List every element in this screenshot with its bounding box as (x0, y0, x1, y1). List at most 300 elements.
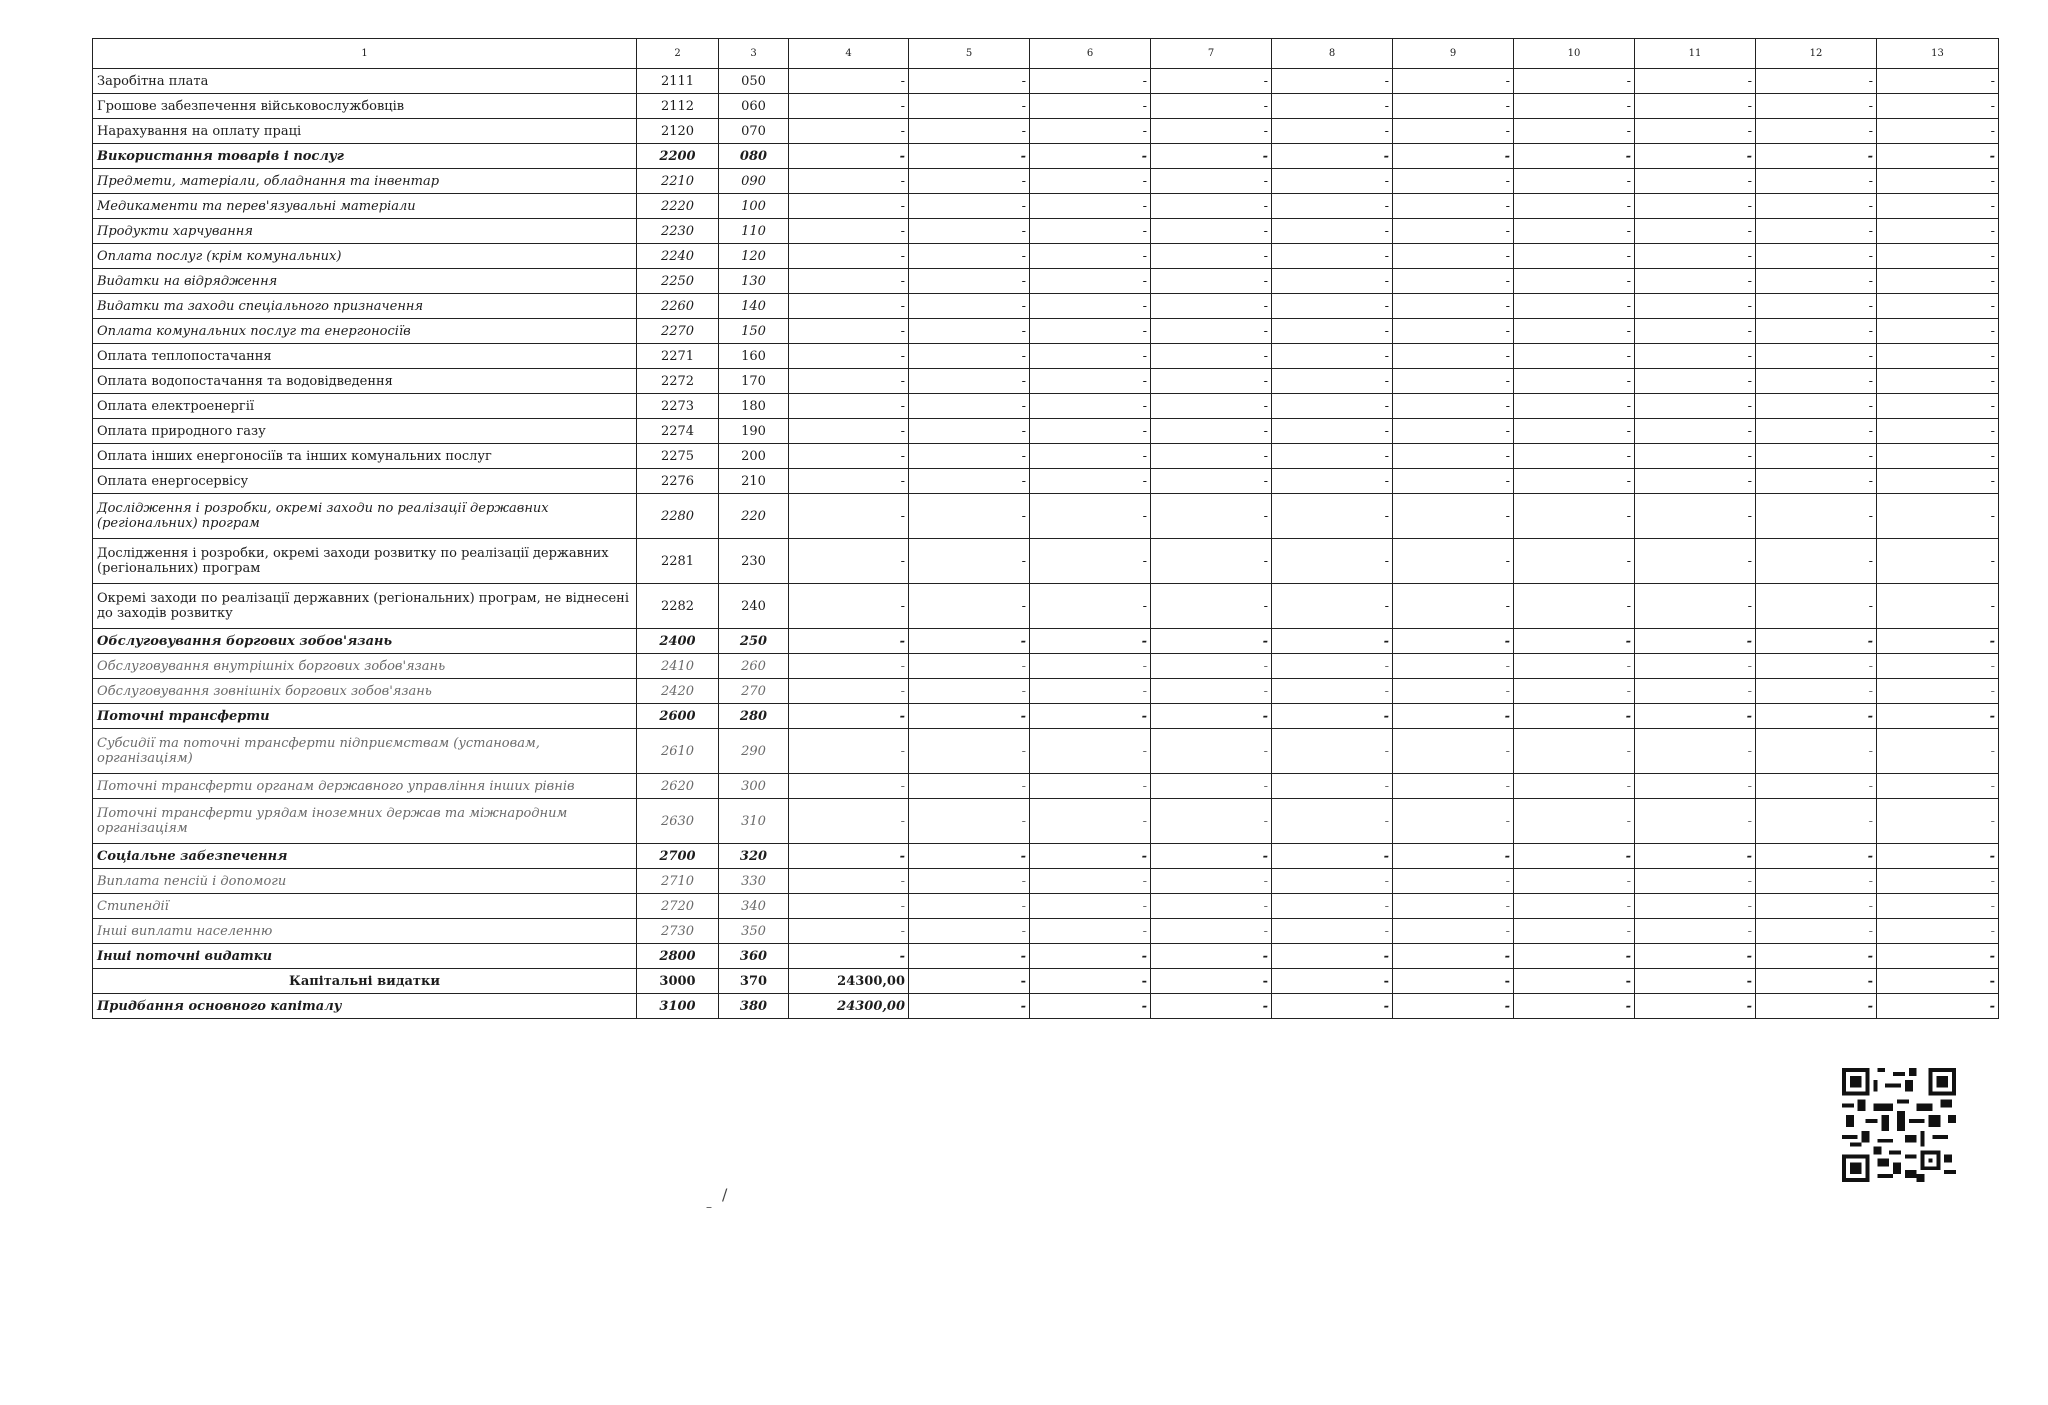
row-code: 2610 (637, 729, 719, 774)
row-line-code: 180 (719, 394, 789, 419)
row-name: Грошове забезпечення військовослужбовців (93, 94, 637, 119)
row-col-6: - (1030, 629, 1151, 654)
table-row (93, 894, 1999, 919)
row-col-11: - (1635, 119, 1756, 144)
row-col-8: - (1272, 869, 1393, 894)
row-col-7: - (1151, 944, 1272, 969)
row-col-4: - (789, 469, 909, 494)
row-col-5: - (909, 444, 1030, 469)
row-col-9: - (1393, 869, 1514, 894)
row-col-7: - (1151, 344, 1272, 369)
row-col-9: - (1393, 584, 1514, 629)
row-col-8: - (1272, 119, 1393, 144)
row-col-13: - (1877, 944, 1999, 969)
row-col-13: - (1877, 219, 1999, 244)
row-col-7: - (1151, 629, 1272, 654)
row-line-code: 240 (719, 584, 789, 629)
header-col-12: 12 (1756, 39, 1877, 69)
row-col-12: - (1756, 799, 1877, 844)
row-col-5: - (909, 169, 1030, 194)
row-col-10: - (1514, 344, 1635, 369)
row-col-5: - (909, 869, 1030, 894)
row-col-6: - (1030, 319, 1151, 344)
row-col-4: - (789, 69, 909, 94)
row-col-10: - (1514, 919, 1635, 944)
row-col-10: - (1514, 219, 1635, 244)
row-col-12: - (1756, 69, 1877, 94)
row-col-12: - (1756, 584, 1877, 629)
row-col-6: - (1030, 369, 1151, 394)
row-col-6: - (1030, 444, 1151, 469)
row-col-11: - (1635, 774, 1756, 799)
row-col-5: - (909, 994, 1030, 1019)
row-col-13: - (1877, 269, 1999, 294)
row-col-5: - (909, 969, 1030, 994)
row-col-7: - (1151, 584, 1272, 629)
row-col-9: - (1393, 294, 1514, 319)
row-code: 2112 (637, 94, 719, 119)
row-line-code: 350 (719, 919, 789, 944)
row-col-13: - (1877, 69, 1999, 94)
row-col-4: - (789, 654, 909, 679)
row-col-11: - (1635, 344, 1756, 369)
row-col-7: - (1151, 704, 1272, 729)
table-row (93, 319, 1999, 344)
row-col-8: - (1272, 319, 1393, 344)
header-col-5: 5 (909, 39, 1030, 69)
row-col-13: - (1877, 494, 1999, 539)
row-col-6: - (1030, 869, 1151, 894)
table-row (93, 444, 1999, 469)
row-code: 2260 (637, 294, 719, 319)
row-col-11: - (1635, 729, 1756, 774)
row-col-8: - (1272, 294, 1393, 319)
row-line-code: 250 (719, 629, 789, 654)
row-col-4: - (789, 344, 909, 369)
row-col-9: - (1393, 654, 1514, 679)
expenditure-table (92, 38, 1999, 1019)
row-col-5: - (909, 894, 1030, 919)
row-col-13: - (1877, 169, 1999, 194)
row-col-7: - (1151, 369, 1272, 394)
row-col-13: - (1877, 394, 1999, 419)
row-col-13: - (1877, 369, 1999, 394)
row-col-12: - (1756, 219, 1877, 244)
row-col-9: - (1393, 494, 1514, 539)
table-row (93, 539, 1999, 584)
row-col-5: - (909, 774, 1030, 799)
row-name: Заробітна плата (93, 69, 637, 94)
row-code: 2282 (637, 584, 719, 629)
row-line-code: 310 (719, 799, 789, 844)
row-col-9: - (1393, 344, 1514, 369)
header-col-13: 13 (1877, 39, 1999, 69)
row-col-10: - (1514, 729, 1635, 774)
row-col-8: - (1272, 629, 1393, 654)
row-col-12: - (1756, 469, 1877, 494)
row-col-9: - (1393, 844, 1514, 869)
row-col-8: - (1272, 169, 1393, 194)
row-col-7: - (1151, 269, 1272, 294)
row-name: Дослідження і розробки, окремі заходи розвитку по реалізації державних (регіональних) програм (93, 539, 637, 584)
row-code: 2700 (637, 844, 719, 869)
row-col-7: - (1151, 729, 1272, 774)
row-col-4: - (789, 369, 909, 394)
table-row (93, 269, 1999, 294)
row-col-10: - (1514, 969, 1635, 994)
row-name: Поточні трансферти (93, 704, 637, 729)
row-name: Видатки та заходи спеціального призначення (93, 294, 637, 319)
row-code: 3100 (637, 994, 719, 1019)
row-col-4: - (789, 294, 909, 319)
row-col-10: - (1514, 144, 1635, 169)
row-col-4: - (789, 919, 909, 944)
row-col-11: - (1635, 919, 1756, 944)
header-col-3: 3 (719, 39, 789, 69)
table-row (93, 629, 1999, 654)
table-row (93, 119, 1999, 144)
row-col-4: - (789, 194, 909, 219)
row-col-12: - (1756, 294, 1877, 319)
row-col-12: - (1756, 444, 1877, 469)
row-col-11: - (1635, 869, 1756, 894)
row-col-9: - (1393, 244, 1514, 269)
row-col-11: - (1635, 219, 1756, 244)
row-col-8: - (1272, 419, 1393, 444)
row-col-12: - (1756, 169, 1877, 194)
row-code: 2120 (637, 119, 719, 144)
row-col-10: - (1514, 94, 1635, 119)
row-code: 2111 (637, 69, 719, 94)
row-col-13: - (1877, 629, 1999, 654)
row-col-8: - (1272, 69, 1393, 94)
row-col-13: - (1877, 444, 1999, 469)
header-col-10: 10 (1514, 39, 1635, 69)
row-col-11: - (1635, 969, 1756, 994)
row-name: Видатки на відрядження (93, 269, 637, 294)
row-line-code: 300 (719, 774, 789, 799)
row-col-12: - (1756, 704, 1877, 729)
row-name: Окремі заходи по реалізації державних (регіональних) програм, не віднесені до заходів розвитку (93, 584, 637, 629)
row-col-7: - (1151, 679, 1272, 704)
row-col-12: - (1756, 494, 1877, 539)
row-col-9: - (1393, 894, 1514, 919)
table-row (93, 194, 1999, 219)
row-col-4: - (789, 169, 909, 194)
row-col-12: - (1756, 654, 1877, 679)
row-col-7: - (1151, 774, 1272, 799)
table-row (93, 654, 1999, 679)
row-col-13: - (1877, 994, 1999, 1019)
row-col-7: - (1151, 394, 1272, 419)
row-line-code: 380 (719, 994, 789, 1019)
row-col-9: - (1393, 269, 1514, 294)
table-row (93, 344, 1999, 369)
row-col-6: - (1030, 729, 1151, 774)
column-number-header (93, 39, 1999, 69)
row-col-4: - (789, 629, 909, 654)
row-col-11: - (1635, 584, 1756, 629)
row-col-13: - (1877, 294, 1999, 319)
row-col-7: - (1151, 194, 1272, 219)
row-col-12: - (1756, 844, 1877, 869)
row-col-10: - (1514, 539, 1635, 584)
row-col-8: - (1272, 469, 1393, 494)
row-col-6: - (1030, 344, 1151, 369)
row-col-12: - (1756, 969, 1877, 994)
row-col-13: - (1877, 539, 1999, 584)
row-name: Нарахування на оплату праці (93, 119, 637, 144)
row-col-4: 24300,00 (789, 969, 909, 994)
row-col-7: - (1151, 919, 1272, 944)
row-line-code: 210 (719, 469, 789, 494)
row-code: 2272 (637, 369, 719, 394)
row-name: Оплата послуг (крім комунальних) (93, 244, 637, 269)
row-col-12: - (1756, 144, 1877, 169)
row-col-5: - (909, 539, 1030, 584)
row-code: 2420 (637, 679, 719, 704)
table-row (93, 144, 1999, 169)
row-col-11: - (1635, 269, 1756, 294)
row-col-12: - (1756, 194, 1877, 219)
row-col-10: - (1514, 419, 1635, 444)
table-row (93, 969, 1999, 994)
row-code: 2274 (637, 419, 719, 444)
row-col-8: - (1272, 94, 1393, 119)
row-col-13: - (1877, 469, 1999, 494)
header-col-11: 11 (1635, 39, 1756, 69)
row-line-code: 170 (719, 369, 789, 394)
row-col-6: - (1030, 969, 1151, 994)
row-col-10: - (1514, 444, 1635, 469)
row-col-4: - (789, 419, 909, 444)
row-col-5: - (909, 119, 1030, 144)
row-col-12: - (1756, 119, 1877, 144)
row-col-6: - (1030, 194, 1151, 219)
row-col-6: - (1030, 244, 1151, 269)
row-code: 2240 (637, 244, 719, 269)
row-line-code: 320 (719, 844, 789, 869)
row-col-10: - (1514, 244, 1635, 269)
row-col-8: - (1272, 704, 1393, 729)
row-col-13: - (1877, 319, 1999, 344)
row-col-9: - (1393, 969, 1514, 994)
row-line-code: 090 (719, 169, 789, 194)
row-col-5: - (909, 69, 1030, 94)
row-line-code: 080 (719, 144, 789, 169)
row-code: 2270 (637, 319, 719, 344)
row-col-13: - (1877, 869, 1999, 894)
row-col-5: - (909, 244, 1030, 269)
row-line-code: 280 (719, 704, 789, 729)
row-col-5: - (909, 369, 1030, 394)
row-col-6: - (1030, 799, 1151, 844)
row-col-10: - (1514, 629, 1635, 654)
row-col-8: - (1272, 774, 1393, 799)
row-col-8: - (1272, 194, 1393, 219)
row-col-6: - (1030, 704, 1151, 729)
row-col-5: - (909, 729, 1030, 774)
row-col-6: - (1030, 469, 1151, 494)
row-line-code: 260 (719, 654, 789, 679)
table-row (93, 394, 1999, 419)
row-col-5: - (909, 629, 1030, 654)
row-col-6: - (1030, 494, 1151, 539)
row-name: Оплата енергосервісу (93, 469, 637, 494)
row-name: Обслуговування зовнішніх боргових зобов'язань (93, 679, 637, 704)
row-name: Капітальні видатки (93, 969, 637, 994)
row-col-8: - (1272, 394, 1393, 419)
row-name: Обслуговування боргових зобов'язань (93, 629, 637, 654)
row-code: 2400 (637, 629, 719, 654)
row-col-8: - (1272, 844, 1393, 869)
row-col-7: - (1151, 494, 1272, 539)
row-col-12: - (1756, 919, 1877, 944)
row-col-6: - (1030, 654, 1151, 679)
row-col-10: - (1514, 69, 1635, 94)
row-col-10: - (1514, 269, 1635, 294)
row-col-11: - (1635, 244, 1756, 269)
row-col-11: - (1635, 94, 1756, 119)
row-col-7: - (1151, 844, 1272, 869)
row-col-7: - (1151, 469, 1272, 494)
row-line-code: 290 (719, 729, 789, 774)
table-row (93, 919, 1999, 944)
row-col-11: - (1635, 369, 1756, 394)
row-code: 2200 (637, 144, 719, 169)
row-col-13: - (1877, 119, 1999, 144)
row-col-4: - (789, 319, 909, 344)
row-col-6: - (1030, 539, 1151, 584)
row-col-9: - (1393, 919, 1514, 944)
row-col-10: - (1514, 844, 1635, 869)
row-col-4: - (789, 219, 909, 244)
row-col-11: - (1635, 894, 1756, 919)
row-col-4: - (789, 394, 909, 419)
row-col-13: - (1877, 799, 1999, 844)
row-col-9: - (1393, 704, 1514, 729)
row-code: 2250 (637, 269, 719, 294)
row-col-5: - (909, 844, 1030, 869)
row-col-13: - (1877, 844, 1999, 869)
row-name: Поточні трансферти урядам іноземних держав та міжнародним організаціям (93, 799, 637, 844)
row-col-8: - (1272, 799, 1393, 844)
row-col-5: - (909, 799, 1030, 844)
row-col-9: - (1393, 469, 1514, 494)
row-col-9: - (1393, 444, 1514, 469)
row-col-7: - (1151, 994, 1272, 1019)
row-col-7: - (1151, 894, 1272, 919)
row-code: 2273 (637, 394, 719, 419)
row-code: 2800 (637, 944, 719, 969)
row-col-4: - (789, 704, 909, 729)
table-row (93, 944, 1999, 969)
row-col-8: - (1272, 244, 1393, 269)
row-col-11: - (1635, 539, 1756, 584)
row-col-6: - (1030, 119, 1151, 144)
row-col-10: - (1514, 494, 1635, 539)
table-row (93, 244, 1999, 269)
row-col-13: - (1877, 774, 1999, 799)
row-col-11: - (1635, 169, 1756, 194)
row-col-6: - (1030, 844, 1151, 869)
row-line-code: 140 (719, 294, 789, 319)
table-row (93, 69, 1999, 94)
row-col-4: - (789, 729, 909, 774)
row-col-13: - (1877, 919, 1999, 944)
row-name: Оплата інших енергоносіїв та інших комунальних послуг (93, 444, 637, 469)
row-col-8: - (1272, 944, 1393, 969)
row-line-code: 230 (719, 539, 789, 584)
table-row (93, 369, 1999, 394)
row-col-4: - (789, 774, 909, 799)
row-col-9: - (1393, 944, 1514, 969)
row-col-9: - (1393, 144, 1514, 169)
row-col-13: - (1877, 894, 1999, 919)
row-code: 2220 (637, 194, 719, 219)
row-col-8: - (1272, 144, 1393, 169)
row-line-code: 220 (719, 494, 789, 539)
row-col-6: - (1030, 944, 1151, 969)
row-col-5: - (909, 394, 1030, 419)
row-col-8: - (1272, 494, 1393, 539)
row-col-13: - (1877, 704, 1999, 729)
row-name: Використання товарів і послуг (93, 144, 637, 169)
table-row (93, 869, 1999, 894)
row-col-10: - (1514, 169, 1635, 194)
row-col-8: - (1272, 369, 1393, 394)
row-col-13: - (1877, 144, 1999, 169)
row-col-4: - (789, 894, 909, 919)
row-col-13: - (1877, 344, 1999, 369)
row-line-code: 130 (719, 269, 789, 294)
row-col-6: - (1030, 69, 1151, 94)
row-col-10: - (1514, 894, 1635, 919)
row-col-4: - (789, 494, 909, 539)
row-col-4: - (789, 144, 909, 169)
row-col-8: - (1272, 679, 1393, 704)
row-col-4: - (789, 844, 909, 869)
row-col-9: - (1393, 94, 1514, 119)
row-line-code: 340 (719, 894, 789, 919)
row-col-13: - (1877, 729, 1999, 774)
row-col-6: - (1030, 894, 1151, 919)
header-col-7: 7 (1151, 39, 1272, 69)
row-col-10: - (1514, 369, 1635, 394)
row-line-code: 070 (719, 119, 789, 144)
row-col-10: - (1514, 294, 1635, 319)
row-col-7: - (1151, 319, 1272, 344)
row-col-13: - (1877, 244, 1999, 269)
header-col-6: 6 (1030, 39, 1151, 69)
row-name: Оплата комунальних послуг та енергоносіїв (93, 319, 637, 344)
row-col-4: - (789, 944, 909, 969)
row-col-9: - (1393, 194, 1514, 219)
row-col-5: - (909, 494, 1030, 539)
row-col-11: - (1635, 799, 1756, 844)
row-col-12: - (1756, 94, 1877, 119)
row-col-13: - (1877, 194, 1999, 219)
row-col-10: - (1514, 119, 1635, 144)
row-line-code: 200 (719, 444, 789, 469)
row-col-8: - (1272, 994, 1393, 1019)
row-col-5: - (909, 269, 1030, 294)
pen-mark: / (722, 1185, 728, 1204)
row-col-11: - (1635, 444, 1756, 469)
row-col-9: - (1393, 539, 1514, 584)
row-col-13: - (1877, 419, 1999, 444)
row-col-11: - (1635, 294, 1756, 319)
